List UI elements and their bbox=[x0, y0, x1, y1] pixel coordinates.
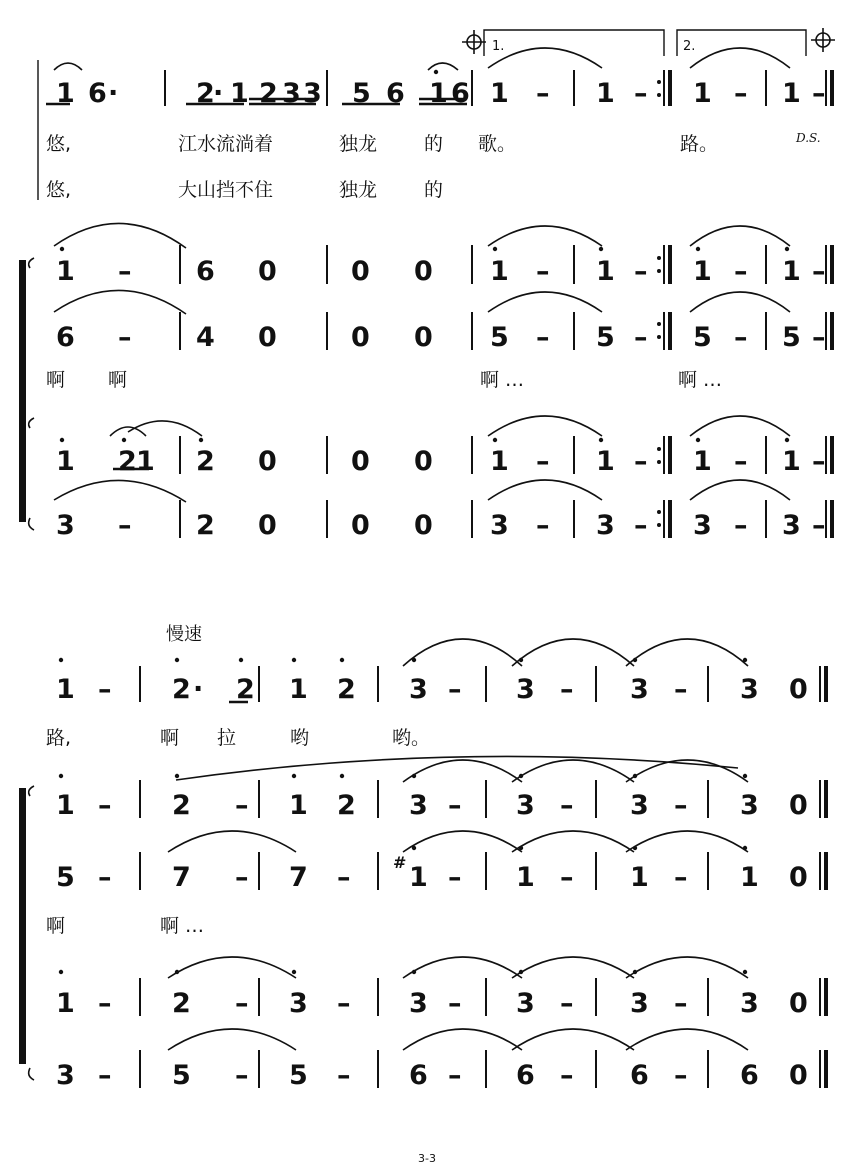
voice-note: 3 bbox=[740, 988, 759, 1019]
octave-dot bbox=[292, 658, 296, 662]
octave-dot bbox=[696, 438, 700, 442]
melody-row bbox=[56, 674, 808, 705]
voice-note: 1 bbox=[630, 862, 649, 893]
volta-2-label: 2. bbox=[683, 39, 696, 54]
lyric: 悠, bbox=[46, 133, 72, 155]
melody-note: – bbox=[98, 674, 112, 705]
voice-note: – bbox=[812, 510, 826, 541]
voice-note: – bbox=[235, 862, 249, 893]
octave-dot bbox=[59, 970, 63, 974]
voice-note: 7 bbox=[289, 862, 308, 893]
lyric: 拉 bbox=[217, 727, 237, 749]
octave-dot bbox=[519, 774, 523, 778]
bracket-hook bbox=[29, 418, 34, 428]
voice-note: – bbox=[118, 322, 132, 353]
lyric: 路, bbox=[46, 727, 72, 749]
melody-note: 3 bbox=[740, 674, 759, 705]
lyrics-verse-1 bbox=[46, 133, 718, 155]
choir-bracket bbox=[19, 260, 26, 522]
voice-note: 2 bbox=[196, 446, 215, 477]
melody-note: 2 bbox=[337, 674, 356, 705]
voice-note: 2 bbox=[337, 790, 356, 821]
coda-icon bbox=[462, 30, 486, 54]
voice-note: – bbox=[118, 510, 132, 541]
lyric: 歌。 bbox=[478, 133, 517, 155]
octave-dot bbox=[412, 970, 416, 974]
voice-note: – bbox=[812, 256, 826, 287]
voice-note: 1 bbox=[56, 256, 75, 287]
voice-note: – bbox=[235, 790, 249, 821]
choir-bracket bbox=[19, 788, 26, 1064]
octave-dot bbox=[696, 247, 700, 251]
melody-note: 3 bbox=[630, 674, 649, 705]
voice-note: 1 bbox=[56, 790, 75, 821]
voice-note: 3 bbox=[782, 510, 801, 541]
voice-note: – bbox=[560, 988, 574, 1019]
voice-note: – bbox=[536, 322, 550, 353]
lyric: 啊 … bbox=[678, 369, 723, 391]
voice-note: – bbox=[536, 510, 550, 541]
voice-note: 1 bbox=[693, 446, 712, 477]
octave-dot bbox=[412, 774, 416, 778]
lyric: 独龙 bbox=[339, 179, 378, 201]
voice-note: – bbox=[734, 510, 748, 541]
voice-note: – bbox=[734, 446, 748, 477]
voice-note: 1 bbox=[56, 446, 75, 477]
voice-note: – bbox=[337, 988, 351, 1019]
voice-note: 1 bbox=[782, 446, 801, 477]
octave-dot bbox=[175, 658, 179, 662]
voice-note: 5 bbox=[693, 322, 712, 353]
voice-note: 3 bbox=[56, 1060, 75, 1091]
lyric: 江水流淌着 bbox=[178, 133, 274, 155]
melody-note: 3 bbox=[282, 78, 301, 109]
voice-note: – bbox=[560, 790, 574, 821]
melody-note: – bbox=[812, 78, 826, 109]
lyric: 啊 bbox=[46, 915, 66, 937]
voice-note: 2 bbox=[172, 790, 191, 821]
voice-note: – bbox=[634, 510, 648, 541]
melody-note: 1 bbox=[782, 78, 801, 109]
voice-note: 0 bbox=[789, 988, 808, 1019]
voice-note: – bbox=[674, 862, 688, 893]
voice-note: 3 bbox=[409, 790, 428, 821]
voice-note: – bbox=[674, 1060, 688, 1091]
melody-note: 1 bbox=[490, 78, 509, 109]
octave-dot bbox=[175, 970, 179, 974]
voice-2-lyrics bbox=[46, 915, 204, 937]
voice-note: 3 bbox=[516, 790, 535, 821]
melody-note: – bbox=[634, 78, 648, 109]
voice-note: – bbox=[337, 862, 351, 893]
bracket-hook bbox=[29, 258, 34, 268]
voice-note: 7 bbox=[172, 862, 191, 893]
voice-note: 3 bbox=[490, 510, 509, 541]
voice-note: – bbox=[634, 322, 648, 353]
voice-note: 0 bbox=[258, 322, 277, 353]
lyric: 啊 … bbox=[160, 915, 205, 937]
octave-dot bbox=[785, 438, 789, 442]
lyric: 的 bbox=[424, 133, 444, 155]
voice-note: 6 bbox=[196, 256, 215, 287]
melody-note: 1 bbox=[693, 78, 712, 109]
voice-note: – bbox=[560, 1060, 574, 1091]
melody-note: – bbox=[448, 674, 462, 705]
voice-note: 3 bbox=[740, 790, 759, 821]
octave-dot bbox=[122, 438, 126, 442]
voice-2-row bbox=[56, 862, 808, 893]
voice-note: 0 bbox=[351, 322, 370, 353]
voice-note: 0 bbox=[414, 322, 433, 353]
voice-note: 0 bbox=[351, 446, 370, 477]
voice-note: 5 bbox=[56, 862, 75, 893]
voice-note: 1 bbox=[596, 446, 615, 477]
voice-note: 0 bbox=[414, 446, 433, 477]
voice-3-row bbox=[56, 446, 826, 477]
voice-note: 3 bbox=[409, 988, 428, 1019]
melody-note: · bbox=[108, 78, 119, 109]
voice-note: – bbox=[98, 1060, 112, 1091]
voice-note: 3 bbox=[596, 510, 615, 541]
voice-1-row bbox=[56, 256, 826, 287]
lyric: 的 bbox=[424, 179, 444, 201]
voice-note: 3 bbox=[516, 988, 535, 1019]
octave-dot bbox=[60, 247, 64, 251]
voice-note: – bbox=[98, 862, 112, 893]
voice-note: 0 bbox=[789, 790, 808, 821]
voice-2-lyrics bbox=[46, 369, 722, 391]
voice-note: – bbox=[337, 1060, 351, 1091]
octave-dot bbox=[743, 846, 747, 850]
melody-note: 1 bbox=[596, 78, 615, 109]
octave-dot bbox=[340, 658, 344, 662]
melody-note: · bbox=[193, 674, 204, 705]
lyric: 哟 bbox=[290, 727, 310, 749]
melody-note: 6 bbox=[451, 78, 470, 109]
voice-note: 2 bbox=[172, 988, 191, 1019]
voice-note: 4 bbox=[196, 322, 215, 353]
voice-note: – bbox=[536, 446, 550, 477]
voice-note: 3 bbox=[693, 510, 712, 541]
melody-note: 6 bbox=[386, 78, 405, 109]
voice-note: 0 bbox=[351, 256, 370, 287]
lyric: 啊 … bbox=[480, 369, 525, 391]
lyric: 啊 bbox=[108, 369, 128, 391]
voice-note: 3 bbox=[56, 510, 75, 541]
voice-note: 3 bbox=[630, 988, 649, 1019]
octave-dot bbox=[785, 247, 789, 251]
lyric: 哟。 bbox=[392, 727, 431, 749]
repeat-dots bbox=[657, 80, 661, 97]
voice-note: 0 bbox=[414, 510, 433, 541]
octave-dot bbox=[633, 774, 637, 778]
melody-note: 3 bbox=[409, 674, 428, 705]
voice-3-row bbox=[56, 988, 808, 1019]
system-2 bbox=[19, 624, 826, 1091]
tempo-marking: 慢速 bbox=[166, 624, 202, 645]
voice-note: 6 bbox=[56, 322, 75, 353]
melody-note: 1 bbox=[429, 78, 448, 109]
voice-note: 5 bbox=[596, 322, 615, 353]
voice-note: 1 bbox=[596, 256, 615, 287]
voice-note: 5 bbox=[289, 1060, 308, 1091]
octave-dot bbox=[519, 846, 523, 850]
melody-note: 2 bbox=[259, 78, 278, 109]
bracket-hook bbox=[29, 1068, 34, 1080]
voice-note: 6 bbox=[516, 1060, 535, 1091]
voice-note: 0 bbox=[789, 862, 808, 893]
voice-note: – bbox=[536, 256, 550, 287]
volta-1-label: 1. bbox=[492, 39, 505, 54]
voice-note: 1 bbox=[56, 988, 75, 1019]
octave-dot bbox=[292, 970, 296, 974]
voice-note: – bbox=[98, 988, 112, 1019]
octave-dot bbox=[599, 438, 603, 442]
sharp-sign: # bbox=[393, 853, 407, 872]
octave-dot bbox=[633, 658, 637, 662]
bracket-hook bbox=[29, 786, 34, 796]
octave-dot bbox=[59, 658, 63, 662]
voice-note: 1 bbox=[409, 862, 428, 893]
voice-note: 1 bbox=[490, 446, 509, 477]
voice-note: 3 bbox=[289, 988, 308, 1019]
voice-1-row bbox=[56, 790, 808, 821]
lyric: 独龙 bbox=[339, 133, 378, 155]
voice-note: – bbox=[560, 862, 574, 893]
voice-note: 1 bbox=[289, 790, 308, 821]
voice-note: 6 bbox=[409, 1060, 428, 1091]
volta-bracket-2 bbox=[677, 30, 806, 56]
melody-note: 0 bbox=[789, 674, 808, 705]
voice-note: – bbox=[235, 988, 249, 1019]
voice-note: 6 bbox=[740, 1060, 759, 1091]
voice-note: 0 bbox=[258, 256, 277, 287]
voice-note: 5 bbox=[172, 1060, 191, 1091]
octave-dot bbox=[340, 774, 344, 778]
voice-note: – bbox=[448, 1060, 462, 1091]
voice-note: 3 bbox=[630, 790, 649, 821]
octave-dot bbox=[175, 774, 179, 778]
voice-note: 0 bbox=[789, 1060, 808, 1091]
octave-dot bbox=[412, 846, 416, 850]
voice-note: 5 bbox=[782, 322, 801, 353]
melody-note: – bbox=[734, 78, 748, 109]
octave-dot bbox=[493, 247, 497, 251]
voice-note: – bbox=[448, 790, 462, 821]
voice-note: – bbox=[734, 322, 748, 353]
voice-note: 2 bbox=[118, 446, 137, 477]
octave-dot bbox=[743, 970, 747, 974]
octave-dot bbox=[292, 774, 296, 778]
voice-note: – bbox=[118, 256, 132, 287]
voice-note: – bbox=[812, 446, 826, 477]
octave-dot bbox=[199, 438, 203, 442]
octave-dot bbox=[434, 70, 438, 74]
octave-dot bbox=[743, 658, 747, 662]
melody-note: 2 bbox=[236, 674, 255, 705]
voice-note: – bbox=[448, 862, 462, 893]
voice-note: – bbox=[674, 790, 688, 821]
melody-note: · bbox=[213, 78, 224, 109]
octave-dot bbox=[412, 658, 416, 662]
lyric: 啊 bbox=[160, 727, 180, 749]
voice-note: 1 bbox=[740, 862, 759, 893]
octave-dot bbox=[599, 247, 603, 251]
voice-note: 2 bbox=[196, 510, 215, 541]
voice-repeat-dots bbox=[657, 256, 661, 527]
voice-note: 6 bbox=[630, 1060, 649, 1091]
voice-note: 0 bbox=[414, 256, 433, 287]
coda-icon bbox=[811, 28, 835, 52]
voice-4-row bbox=[56, 510, 826, 541]
lyrics-verse-2 bbox=[46, 179, 443, 201]
lyric: 悠, bbox=[46, 179, 72, 201]
melody-note: 1 bbox=[289, 674, 308, 705]
voice-note: – bbox=[634, 446, 648, 477]
voice-note: – bbox=[734, 256, 748, 287]
voice-note: – bbox=[634, 256, 648, 287]
voice-note: 0 bbox=[258, 446, 277, 477]
volta-bracket-1 bbox=[484, 30, 664, 56]
lyric: 路。 bbox=[680, 133, 719, 155]
ds-marking: D.S. bbox=[796, 131, 821, 145]
melody-note: 2 bbox=[196, 78, 215, 109]
voice-note: – bbox=[812, 322, 826, 353]
octave-dot bbox=[519, 970, 523, 974]
voice-note: 0 bbox=[258, 510, 277, 541]
octave-dot bbox=[239, 658, 243, 662]
melody-note: 2 bbox=[172, 674, 191, 705]
melody-note: 3 bbox=[303, 78, 322, 109]
melody-note: – bbox=[674, 674, 688, 705]
lyrics-row bbox=[46, 727, 430, 749]
octave-dot bbox=[60, 438, 64, 442]
voice-note: 1 bbox=[136, 446, 155, 477]
voice-note: – bbox=[235, 1060, 249, 1091]
melody-note: 5 bbox=[352, 78, 371, 109]
octave-dot bbox=[519, 658, 523, 662]
melody-note: – bbox=[560, 674, 574, 705]
system-1 bbox=[19, 28, 835, 541]
melody-note: 1 bbox=[56, 78, 75, 109]
octave-dot bbox=[633, 970, 637, 974]
bracket-hook bbox=[29, 518, 34, 530]
melody-note: – bbox=[536, 78, 550, 109]
voice-note: 1 bbox=[516, 862, 535, 893]
page-number: 3-3 bbox=[418, 1152, 436, 1165]
voice-note: – bbox=[448, 988, 462, 1019]
lyric: 大山挡不住 bbox=[178, 179, 274, 201]
voice-note: 5 bbox=[490, 322, 509, 353]
voice-note: – bbox=[98, 790, 112, 821]
octave-dot bbox=[59, 774, 63, 778]
voice-note: – bbox=[674, 988, 688, 1019]
voice-4-row bbox=[56, 1060, 808, 1091]
octave-dot bbox=[493, 438, 497, 442]
melody-note: 1 bbox=[230, 78, 249, 109]
voice-2-row bbox=[56, 322, 826, 353]
voice-note: 1 bbox=[490, 256, 509, 287]
melody-note: 3 bbox=[516, 674, 535, 705]
melody-note: 6 bbox=[88, 78, 107, 109]
octave-dot bbox=[633, 846, 637, 850]
lyric: 啊 bbox=[46, 369, 66, 391]
voice-barlines bbox=[180, 245, 832, 538]
melody-slurs bbox=[54, 48, 790, 70]
voice-note: 1 bbox=[782, 256, 801, 287]
voice-note: 1 bbox=[693, 256, 712, 287]
melody-note: 1 bbox=[56, 674, 75, 705]
voice-note: 0 bbox=[351, 510, 370, 541]
octave-dot bbox=[743, 774, 747, 778]
